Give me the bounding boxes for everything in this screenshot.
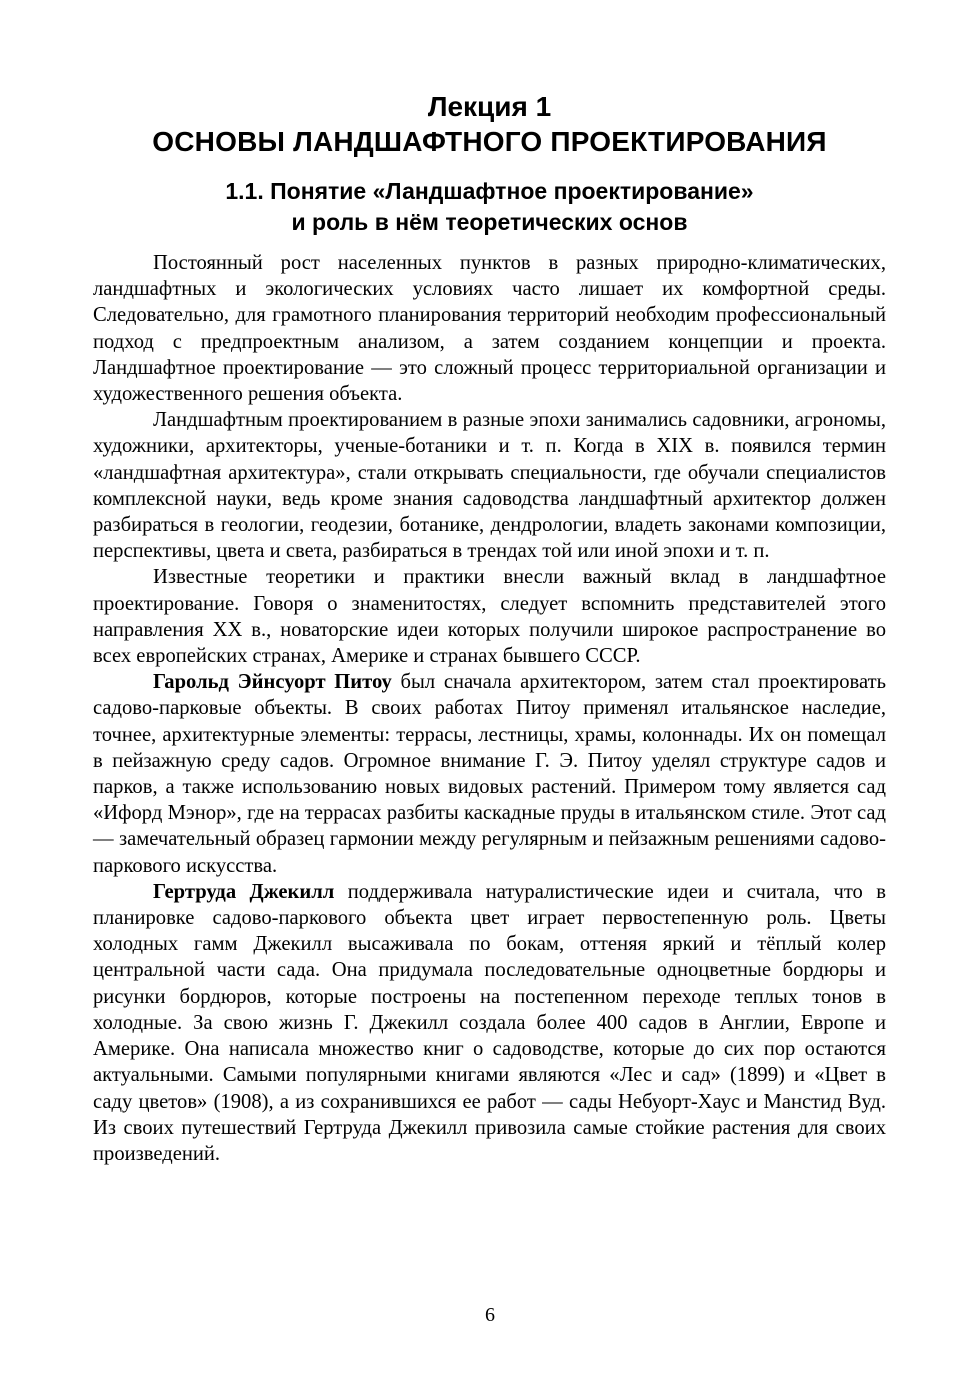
section-title <box>93 176 886 238</box>
section-title-line1: 1.1. Понятие «Ландшафтное проектирование» <box>225 178 754 204</box>
paragraph-text: поддерживала натуралистические идеи и считала, что в планировке садово-паркового объекта цвет играет первостепенную роль. Цветы холодных гамм Джекилл высаживала по бокам, оттеняя яркий и тёплый колер центральной части сада. Она придумала последовательные одноцветные бордюры и рисунки бордюров, которые построены на постепенном переходе теплых тонов в холодные. За свою жизнь Г. Джекилл создала более 400 садов в Англии, Европе и Америке. Она написала множество книг о садоводстве, которые до сих пор остаются актуальными. Самыми популярными книгами являются «Лес и сад» (1899) и «Цвет в саду цветов» (1908), а из сохранившихся ее работ — сады Небуорт-Хаус и Манстид Вуд. Из своих путешествий Гертруда Джекилл привозила самые стойкие растения для своих произведений. <box>93 880 886 1165</box>
paragraph: Постоянный рост населенных пунктов в разных природно-климатических, ландшафтных и экологических условиях часто лишает их комфортной среды. Следовательно, для грамотного планирования территорий необходим профессиональный подход с предпроектным анализом, а затем созданием концепции и проекта. Ландшафтное проектирование — это сложный процесс территориальной организации и художественного решения объекта. <box>93 252 886 406</box>
paragraph: Известные теоретики и практики внесли важный вклад в ландшафтное проектирование. Говоря о знаменитостях, следует вспомнить представителей этого направления XX в., новаторские идеи которых получили широкое распространение во всех европейских странах, Америке и странах бывшего СССР. <box>93 566 886 668</box>
person-name-pito: Гарольд Эйнсуорт Питоу <box>153 671 392 694</box>
section-title-line2: и роль в нём теоретических основ <box>291 209 688 235</box>
paragraph: Ландшафтным проектированием в разные эпохи занимались садовники, агрономы, художники, архитекторы, ученые-ботаники и т. п. Когда в XIX в. появился термин «ландшафтная архитектура», стали открывать специальности, где обучали специалистов комплексной науки, ведь кроме знания садоводства ландшафтный архитектор должен разбираться в геологии, геодезии, ботанике, дендрологии, владеть законами композиции, перспективы, цвета и света, разбираться в трендах той или иной эпохи и т. п. <box>93 409 886 563</box>
lecture-number: Лекция 1 <box>427 91 552 122</box>
paragraph <box>93 669 886 879</box>
document-page <box>93 90 886 1167</box>
person-name-jekyll: Гертруда Джекилл <box>153 880 335 903</box>
body-text <box>93 250 886 1167</box>
lecture-title: ОСНОВЫ ЛАНДШАФТНОГО ПРОЕКТИРОВАНИЯ <box>152 126 827 157</box>
paragraph-text: был сначала архитектором, затем стал проектировать садово-парковые объекты. В своих работах Питоу применял итальянское наследие, точнее, архитектурные элементы: террасы, лестницы, храмы, колоннады. Их он помещал в пейзажную среду садов. Огромное внимание Г. Э. Питоу уделял структуре садов и парков, а также использованию новых видовых растений. Примером тому является сад «Ифорд Мэнор», где на террасах разбиты каскадные пруды в итальянском стиле. Этот сад — замечательный образец гармонии между регулярным и пейзажным решениями садово-паркового искусства. <box>93 671 886 877</box>
page-number: 6 <box>485 1304 495 1326</box>
paragraph <box>93 879 886 1167</box>
